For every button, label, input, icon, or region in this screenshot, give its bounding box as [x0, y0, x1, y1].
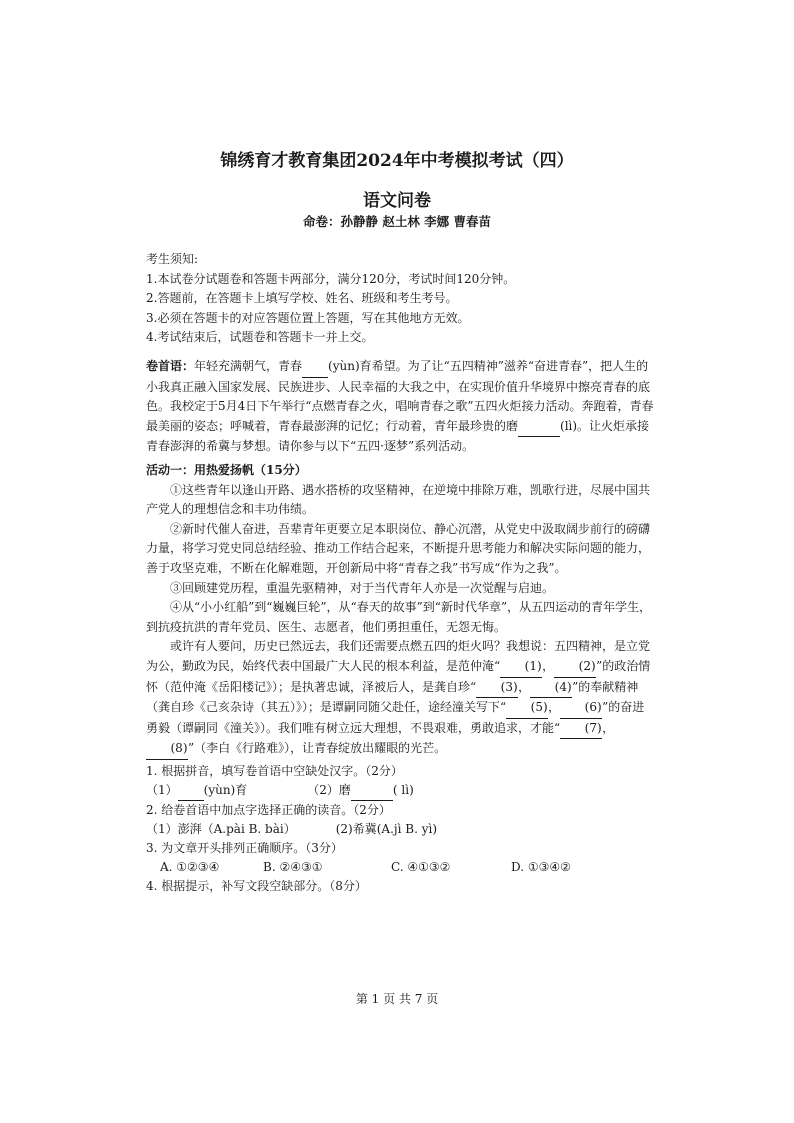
blank-yun — [302, 357, 328, 378]
intro-label: 卷首语： — [146, 359, 195, 373]
notice-heading: 考生须知: — [146, 252, 199, 266]
intro-paragraph: 卷首语：年轻充满朝气，青春 (yùn)育希望。为了让“五四精神”滋养“奋进青春”，把人生的小我真正融入国家发展、民族进步、人民幸福的大我之中，在实现价值升华境界中擦亮青春的底色。我校定于5月4日下午举行“点燃青春之火，唱响青春之歌”五四火炬接力活动。奔跑着，青春最美丽的姿态；呼喊着，青春最澎湃的记忆；行动着，青年最珍贵的磨 (lì)。让火炬承接青春澎湃的希冀与梦想。请你参与以下“五四·逐梦”系列活动。 — [146, 359, 654, 453]
question-2-options: （1）澎湃（A.pài B. bài） (2)希冀(A.jì B. yì) — [146, 822, 438, 836]
answer-blank — [178, 781, 204, 801]
blank-3: (3) — [476, 678, 518, 699]
question-2: 2. 给卷首语中加点字选择正确的读音。（2分） — [146, 803, 391, 817]
blank-4: (4) — [530, 678, 572, 699]
activity-section — [146, 461, 656, 760]
page-footer: 第 1 页 共 7 页 — [355, 992, 439, 1006]
option-b: B. ②④③① — [263, 860, 323, 874]
notice-item: 4.考试结束后，试题卷和答题卡一并上交。 — [146, 330, 374, 345]
authors-line: 命卷：孙静静 赵土林 李娜 曹春苗 — [302, 214, 492, 229]
notice-item: 2.答题前，在答题卡上填写学校、姓名、班级和考生考号。 — [146, 291, 458, 306]
blank-li — [518, 417, 560, 438]
activity-heading: 活动一：用热爱扬帆（15分） — [146, 463, 307, 477]
intro-section — [146, 357, 656, 457]
question-3-options — [146, 858, 656, 877]
subject-title: 语文问卷 — [363, 191, 431, 211]
poem-paragraph: 或许有人要问，历史已然远去，我们还需要点燃五四的炬火吗？我想说：五四精神，是立党为公，勤政为民，始终代表中国最广大人民的根本利益，是范仲淹“ (1)， (2)”的政治情怀（范仲淹《岳阳楼记》）；是执著忠诚，泽被后人，是龚自珍“ (3)， (4)”的奉献精神（龚自珍《己亥杂诗（其五）》）；是谭嗣同随父赴任，途经潼关写下“ (5)， (6)”的奋进勇毅（谭嗣同《潼关》）。我们唯有树立远大理想，不畏艰难，勇敢追求，才能“ (7)，(8)”（李白《行路难》），让青春绽放出耀眼的光芒。 — [146, 637, 656, 760]
question-1-answers: （1） (yùn)育 （2）磨 ( lì) — [146, 781, 656, 801]
sentence-4: ④从“小小红船”到“巍巍巨轮”，从“春天的故事”到“新时代华章”，从五四运动的青年学生，到抗疫抗洪的青年党员、医生、志愿者，他们勇担重任，无怨无悔。 — [146, 600, 652, 634]
blank-7: (7) — [560, 719, 602, 740]
question-1: 1. 根据拼音，填写卷首语中空缺处汉字。（2分） — [146, 764, 403, 778]
exam-title: 锦绣育才教育集团2024年中考模拟考试（四） — [220, 151, 574, 171]
sentence-1: ①这些青年以逢山开路、遇水搭桥的攻坚精神，在逆境中排除万难，凯歌行进，尽展中国共产党人的理想信念和丰功伟绩。 — [146, 482, 651, 517]
question-4: 4. 根据提示，补写文段空缺部分。（8分） — [146, 879, 367, 893]
blank-6: (6) — [560, 698, 602, 719]
blank-1: (1) — [500, 657, 542, 678]
option-d: D. ①③④② — [511, 860, 571, 874]
answer-blank — [351, 781, 393, 801]
blank-8: (8) — [146, 739, 188, 760]
sentence-2: ②新时代催人奋进，吾辈青年更要立足本职岗位、静心沉潜，从党史中汲取阔步前行的磅礴力量，将学习党史同总结经验、推动工作结合起来，不断提升思考能力和解决实际问题的能力，善于攻坚克难，不断在化解难题，开创新局中将“青春之我”书写成“作为之我”。 — [146, 521, 651, 575]
blank-2: (2) — [554, 657, 596, 678]
notice-item: 3.必须在答题卡的对应答题位置上答题，写在其他地方无效。 — [146, 310, 470, 325]
notice-item: 1.本试卷分试题卷和答题卡两部分，满分120分，考试时间120分钟。 — [146, 271, 516, 286]
notice-section — [146, 250, 656, 348]
blank-5: (5) — [506, 698, 548, 719]
sentence-3: ③回顾建党历程，重温先驱精神，对于当代青年人亦是一次觉醒与启迪。 — [170, 580, 555, 595]
option-a: A. ①②③④ — [160, 860, 220, 874]
questions-section — [146, 762, 656, 896]
option-c: C. ④①③② — [391, 860, 451, 874]
question-3: 3. 为文章开头排列正确顺序。（3分） — [146, 841, 343, 855]
